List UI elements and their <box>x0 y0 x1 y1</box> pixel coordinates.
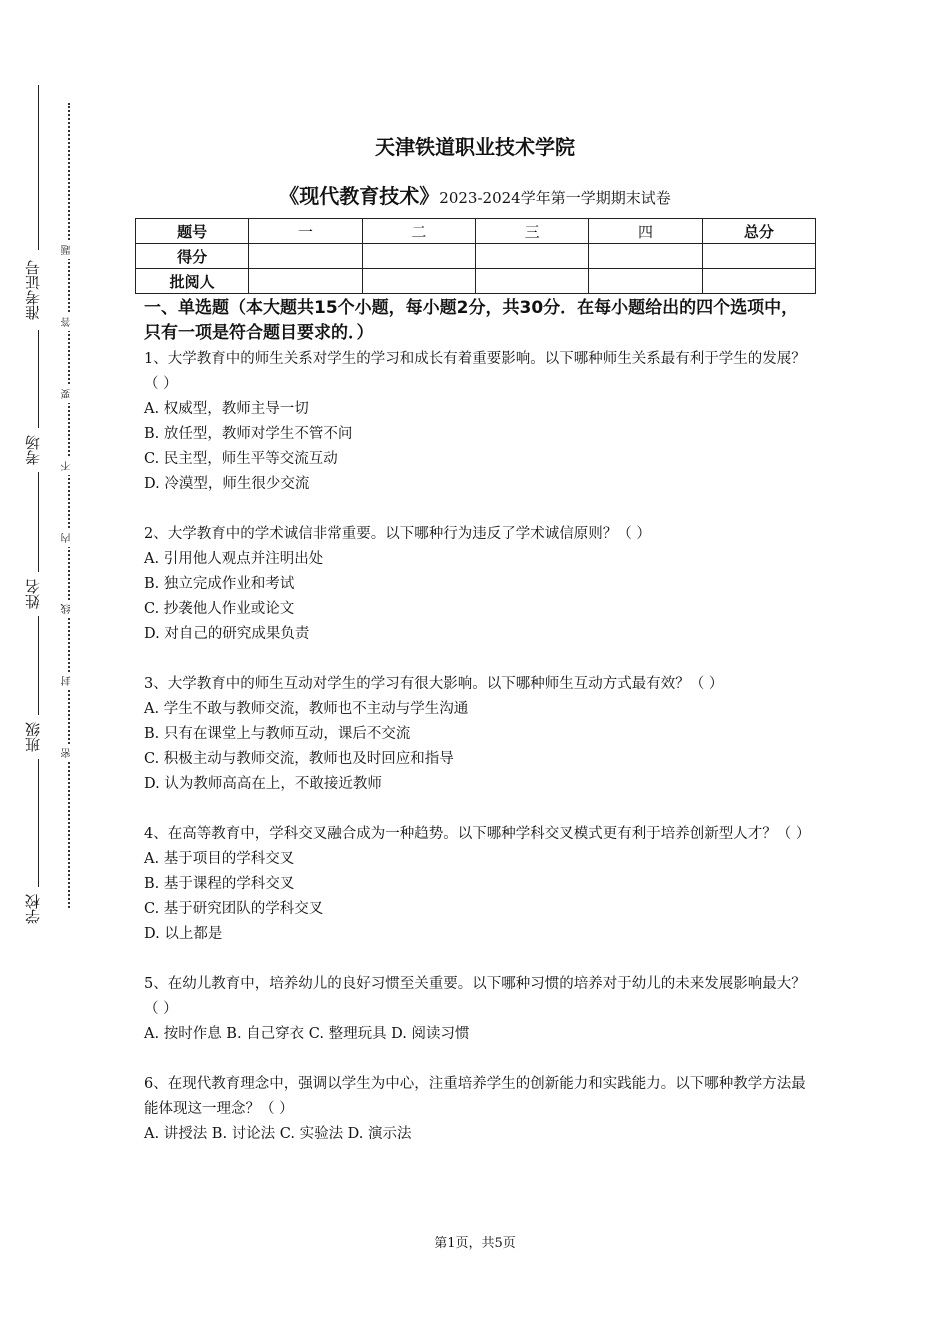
question-option: A. 学生不敢与教师交流，教师也不主动与学生沟通 <box>144 701 469 717</box>
exam-term: 2023-2024学年第一学期期末试卷 <box>439 189 671 207</box>
score-cell-empty <box>249 269 362 294</box>
score-cell-header: 一 <box>249 219 362 244</box>
binding-label-school: 学校 <box>18 887 48 931</box>
page-number: 第1页，共5页 <box>434 1236 516 1251</box>
school-title: 天津铁道职业技术学院 <box>375 135 575 159</box>
question-option: C. 基于研究团队的学科交叉 <box>144 901 324 917</box>
question-stem: 2、大学教育中的学术诚信非常重要。以下哪种行为违反了学术诚信原则？（ ） <box>144 526 651 542</box>
score-table-header-row <box>136 219 816 244</box>
binding-warning-char: 答 <box>60 313 76 331</box>
score-table-score-row <box>136 244 816 269</box>
question-option: C. 民主型，师生平等交流互动 <box>144 451 338 467</box>
question-option: A. 引用他人观点并注明出处 <box>144 551 324 567</box>
binding-warning-char: 要 <box>60 385 76 403</box>
score-cell-header: 二 <box>362 219 475 244</box>
score-cell-label: 得分 <box>136 244 249 269</box>
course-name: 《现代教育技术》 <box>279 184 440 208</box>
score-cell-empty <box>589 269 702 294</box>
binding-warning-char: 线 <box>60 600 76 618</box>
question-option: B. 只有在课堂上与教师互动，课后不交流 <box>144 726 411 742</box>
score-cell-label: 批阅人 <box>136 269 249 294</box>
question-option: B. 基于课程的学科交叉 <box>144 876 295 892</box>
binding-solid-line <box>38 85 39 925</box>
score-table <box>135 218 816 294</box>
binding-label-exam-room: 考场 <box>18 428 48 472</box>
question-stem: 3、大学教育中的师生互动对学生的学习有很大影响。以下哪种师生互动方式最有效？（ ） <box>144 676 724 692</box>
question-option: C. 抄袭他人作业或论文 <box>144 601 295 617</box>
binding-warning-char: 内 <box>60 529 76 547</box>
score-cell-empty <box>589 244 702 269</box>
exam-subtitle <box>0 180 950 209</box>
question-option: D. 认为教师高高在上，不敢接近教师 <box>144 776 382 792</box>
question-stem: 6、在现代教育理念中，强调以学生为中心，注重培养学生的创新能力和实践能力。以下哪种教学方法最能体现这一理念？（ ） <box>144 1076 806 1117</box>
score-cell-empty <box>702 244 815 269</box>
question-option: A. 基于项目的学科交叉 <box>144 851 295 867</box>
score-cell-empty <box>249 244 362 269</box>
score-cell-header: 四 <box>589 219 702 244</box>
score-cell-header: 三 <box>475 219 588 244</box>
question-option: D. 对自己的研究成果负责 <box>144 626 310 642</box>
score-cell-empty <box>475 269 588 294</box>
question-option: B. 放任型，教师对学生不管不问 <box>144 426 353 442</box>
binding-warning-char: 封 <box>60 672 76 690</box>
section-heading: 一、单选题（本大题共15个小题，每小题2分，共30分．在每小题给出的四个选项中，只有一项是符合题目要求的．） <box>144 298 799 343</box>
score-cell-label: 题号 <box>136 219 249 244</box>
score-cell-empty <box>362 244 475 269</box>
binding-warning-char: 不 <box>60 457 76 475</box>
question-options-inline: A. 讲授法 B. 讨论法 C. 实验法 D. 演示法 <box>144 1126 412 1142</box>
score-cell-header: 总分 <box>702 219 815 244</box>
binding-dotted-line <box>68 103 70 908</box>
question-option: A. 权威型，教师主导一切 <box>144 401 309 417</box>
question-options-inline: A. 按时作息 B. 自己穿衣 C. 整理玩具 D. 阅读习惯 <box>144 1026 470 1042</box>
question-stem: 1、大学教育中的师生关系对学生的学习和成长有着重要影响。以下哪种师生关系最有利于学生的发展？（ ） <box>144 351 806 392</box>
binding-warning-char: 题 <box>60 241 76 259</box>
question-option: D. 冷漠型，师生很少交流 <box>144 476 310 492</box>
binding-label-exam-number: 准考证号 <box>18 250 48 330</box>
score-cell-empty <box>362 269 475 294</box>
score-cell-empty <box>475 244 588 269</box>
binding-label-class: 班级 <box>18 715 48 759</box>
score-table-reviewer-row <box>136 269 816 294</box>
question-stem: 4、在高等教育中，学科交叉融合成为一种趋势。以下哪种学科交叉模式更有利于培养创新型人才？（ ） <box>144 826 811 842</box>
score-cell-empty <box>702 269 815 294</box>
binding-label-name: 姓名 <box>18 572 48 616</box>
question-stem: 5、在幼儿教育中，培养幼儿的良好习惯至关重要。以下哪种习惯的培养对于幼儿的未来发展影响最大？（ ） <box>144 976 806 1017</box>
exam-content <box>144 296 814 1147</box>
binding-warning-char: 密 <box>60 744 76 762</box>
question-option: B. 独立完成作业和考试 <box>144 576 295 592</box>
question-option: D. 以上都是 <box>144 926 223 942</box>
question-option: C. 积极主动与教师交流，教师也及时回应和指导 <box>144 751 454 767</box>
